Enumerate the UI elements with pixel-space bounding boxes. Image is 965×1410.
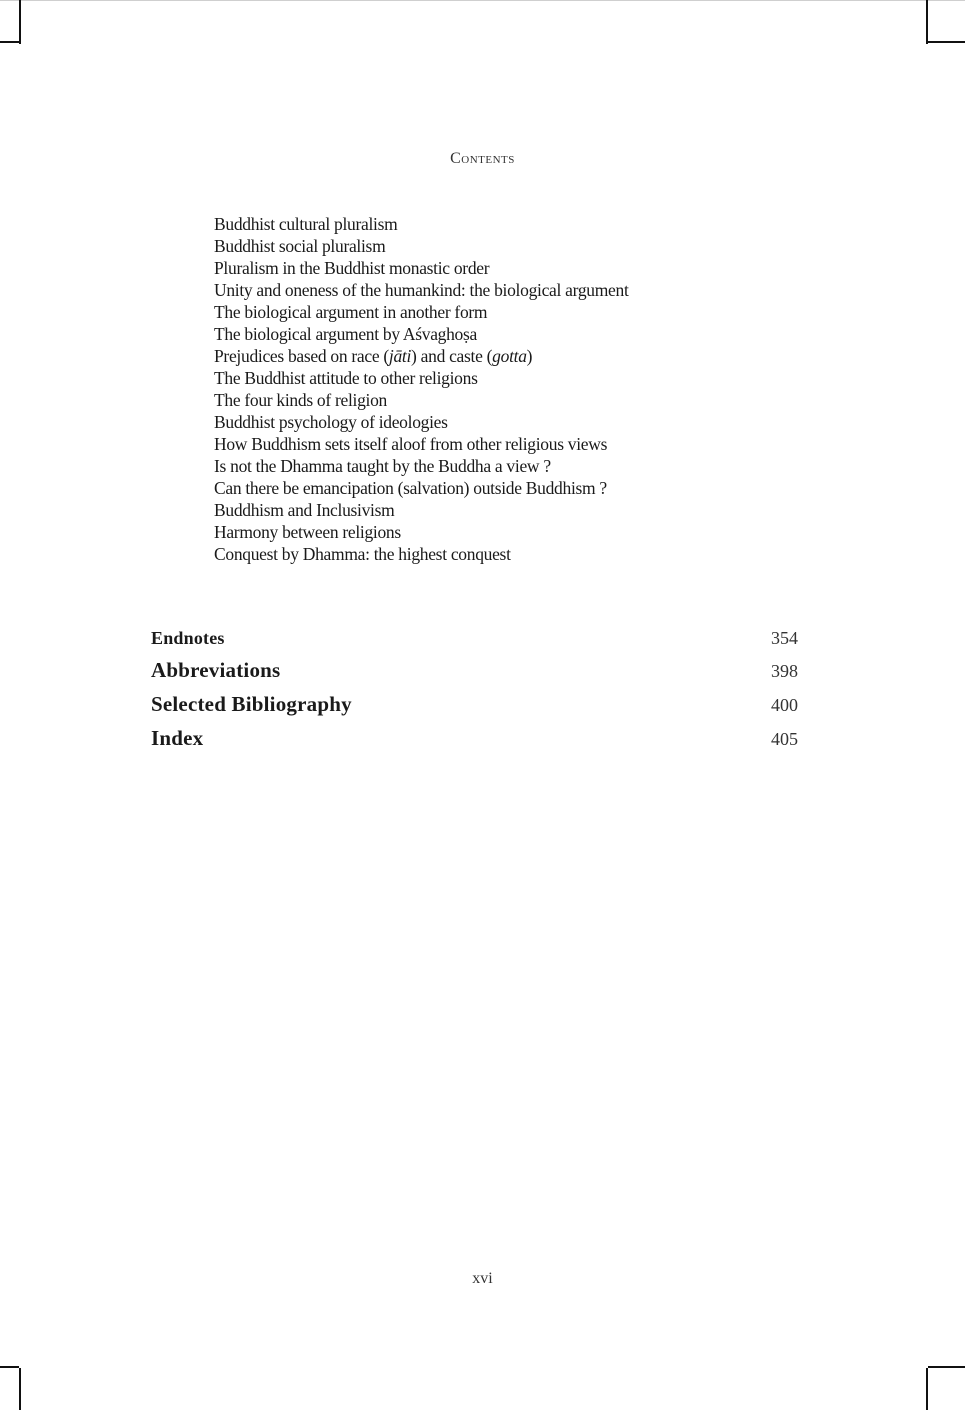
toc-subsection-item[interactable]: The biological argument in another form [214, 302, 488, 322]
crop-mark-bottom-left-horizontal [0, 1366, 19, 1368]
toc-entry-title: Index [151, 726, 204, 750]
toc-subsection-item[interactable] [214, 345, 629, 367]
crop-mark-top-left-vertical [19, 0, 21, 44]
text-fragment: Prejudices based on race ( [214, 346, 389, 366]
toc-entry-title: Endnotes [151, 628, 225, 648]
toc-subsection-item[interactable]: How Buddhism sets itself aloof from other religious views [214, 434, 608, 454]
toc-subsection-item[interactable]: Buddhist cultural pluralism [214, 214, 398, 234]
toc-subsection-item[interactable]: Conquest by Dhamma: the highest conquest [214, 544, 511, 564]
toc-entry-page: 405 [771, 729, 798, 749]
text-fragment: ) and caste ( [411, 346, 493, 366]
toc-subsection-item[interactable]: Harmony between religions [214, 522, 401, 542]
crop-mark-bottom-right-vertical [926, 1368, 928, 1410]
toc-subsection-item[interactable]: Can there be emancipation (salvation) outside Buddhism ? [214, 478, 607, 498]
italic-term: jāti [388, 346, 412, 366]
toc-subsection-item[interactable]: Buddhist psychology of ideologies [214, 412, 448, 432]
toc-entry-abbreviations[interactable] [151, 658, 798, 692]
toc-entry-page: 398 [771, 661, 798, 681]
toc-entry-title: Selected Bibliography [151, 692, 352, 716]
toc-subsection-item[interactable]: The four kinds of religion [214, 390, 387, 410]
toc-entry-page: 354 [771, 628, 798, 648]
toc-entry-endnotes[interactable] [151, 628, 798, 658]
toc-subsection-item[interactable]: Buddhism and Inclusivism [214, 500, 395, 520]
major-entries [151, 628, 798, 760]
text-fragment: ) [526, 346, 533, 366]
toc-subsection-item[interactable]: Buddhist social pluralism [214, 236, 386, 256]
page-top-rule [0, 0, 965, 1]
toc-entry-index[interactable] [151, 726, 798, 760]
toc-entry-title: Abbreviations [151, 658, 281, 682]
toc-subsection-item[interactable]: The biological argument by Aśvaghoṣa [214, 324, 477, 344]
italic-term: gotta [492, 346, 527, 366]
page-number: xvi [472, 1270, 493, 1287]
crop-mark-bottom-right-horizontal [928, 1366, 965, 1368]
toc-subsection-item[interactable]: Unity and oneness of the humankind: the biological argument [214, 280, 629, 300]
crop-mark-top-right-horizontal [928, 41, 965, 43]
toc-subsection-item[interactable]: Is not the Dhamma taught by the Buddha a view ? [214, 456, 551, 476]
crop-mark-top-right-vertical [926, 0, 928, 44]
crop-mark-bottom-left-vertical [19, 1368, 21, 1410]
toc-entry-selected-bibliography[interactable] [151, 692, 798, 726]
toc-entry-page: 400 [771, 695, 798, 715]
running-head: Contents [450, 150, 515, 167]
subsection-list [214, 213, 629, 565]
crop-mark-top-left-horizontal [0, 41, 19, 43]
toc-subsection-item[interactable]: The Buddhist attitude to other religions [214, 368, 478, 388]
toc-subsection-item[interactable]: Pluralism in the Buddhist monastic order [214, 258, 490, 278]
